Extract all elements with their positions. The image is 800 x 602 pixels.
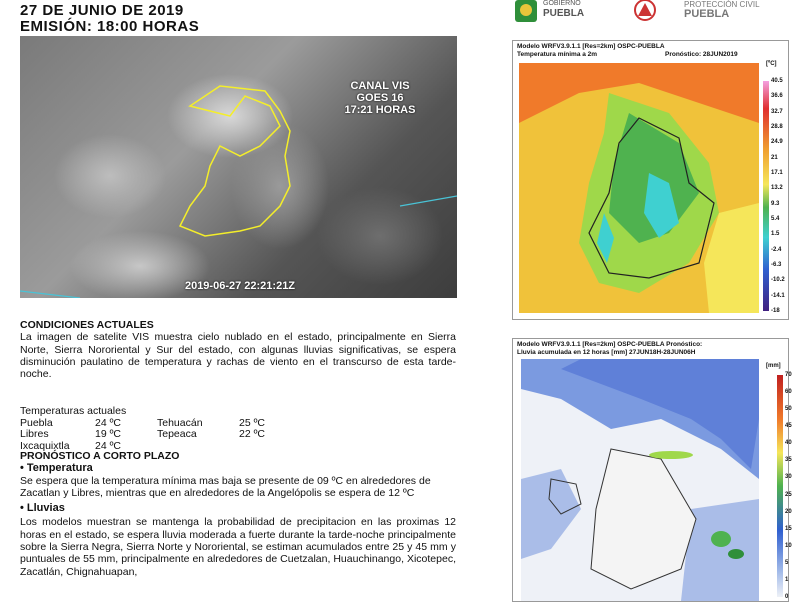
temperature-cell: Tehuacán	[157, 416, 203, 429]
colorbar-tick-label: 40.5	[771, 78, 783, 84]
satellite-timestamp: 2019-06-27 22:21:21Z	[184, 280, 296, 292]
colorbar-tick-label: 20	[785, 508, 792, 515]
rain-map-subtitle: Lluvia acumulada en 12 horas [mm] 27JUN18H-28JUN06H	[517, 349, 696, 356]
current-temperatures	[20, 406, 299, 453]
gov-logo-text: GOBIERNO	[543, 0, 581, 7]
rain-map-graphic	[521, 359, 759, 601]
colorbar-tick-label: 1.5	[771, 231, 780, 238]
colorbar-tick-label: -2.4	[771, 246, 782, 253]
rain-subtitle: • Lluvias	[20, 502, 65, 515]
rain-unit: [mm]	[766, 363, 781, 369]
colorbar-tick-label: 32.7	[771, 108, 783, 115]
satellite-overlay	[20, 36, 457, 298]
colorbar-tick-label: 10	[785, 542, 792, 549]
colorbar-tick-label: 5	[785, 559, 789, 566]
coastline	[20, 291, 80, 298]
conditions-title: CONDICIONES ACTUALES	[20, 319, 154, 331]
temperature-cell: Ixcaquixtla	[20, 440, 70, 453]
rain-forecast-text: Los modelos muestran se mantenga la probabilidad de precipitacion en las proximas 12 horas en el estado, se espera lluvia moderada a fuerte durante la tarde-noche principalmente sobre la Sierra Negra, Sierra Norte y Nororiental, se estiman acumulados entre 25 y 45 mm y puntuales de 55 mm, principalmente en alrededores de Cuetzalan, Huauchinango, Xicotepec, Zacatlán, Chignahuapan,	[20, 516, 456, 578]
colorbar-tick-label: 60	[785, 389, 792, 396]
colorbar-tick-label: 21	[771, 154, 778, 161]
colorbar-tick-label: 70	[785, 372, 792, 378]
colorbar-tick-label: 24.9	[771, 139, 783, 146]
colorbar-tick-label: 36.6	[771, 93, 783, 100]
colorbar-tick-label: 50	[785, 406, 792, 413]
colorbar-tick-label: -18	[771, 308, 780, 314]
rain-map-panel	[512, 338, 792, 602]
colorbar-tick-label: 30	[785, 474, 792, 481]
colorbar-tick-label: 17.1	[771, 170, 783, 176]
rain-map-area	[521, 359, 759, 601]
temperature-map-panel	[512, 40, 789, 320]
conditions-text: La imagen de satelite VIS muestra cielo nublado en el estado, principalmente en Sierra Norte, Sierra Nororiental y Sur del estado, con algunas lluvias significativas, se espera disminución paulatino de temperatura y rachas de viento en el transcurso de esta tarde-noche.	[20, 331, 456, 381]
temp-unit: [ºC]	[766, 61, 777, 67]
temp-map-graphic	[519, 63, 759, 313]
temperature-cell: 25 ºC	[239, 416, 266, 429]
temps-rows	[20, 418, 299, 453]
pc-logo-name: PUEBLA	[684, 8, 730, 20]
forecast-title: PRONÓSTICO A CORTO PLAZO	[20, 450, 180, 462]
colorbar-tick-label: -6.3	[771, 262, 782, 268]
coastline	[400, 196, 457, 206]
colorbar-tick-label: 15	[785, 525, 792, 532]
gov-logo-name: PUEBLA	[543, 8, 585, 19]
header-emission: EMISIÓN: 18:00 HORAS	[20, 18, 200, 35]
satellite-channel-label: CANAL VIS GOES 16 17:21 HORAS	[344, 80, 416, 116]
temperature-cell: Tepeaca	[157, 428, 197, 441]
colorbar-tick-label: 5.4	[771, 216, 780, 222]
temperature-cell: Libres	[20, 428, 49, 441]
proteccion-civil-logo	[632, 0, 782, 24]
temperature-cell: 22 ºC	[239, 428, 266, 441]
colorbar-tick-label: 0	[785, 594, 789, 600]
colorbar-tick-label: 1	[785, 576, 789, 583]
temperature-subtitle: • Temperatura	[20, 462, 93, 475]
pc-logo-text: PROTECCIÓN CIVIL	[684, 0, 760, 9]
temperature-cell: 19 ºC	[95, 428, 122, 441]
colorbar-tick-label: 28.8	[771, 124, 783, 130]
colorbar-tick-label: -14.1	[771, 292, 785, 299]
temperature-cell: 24 ºC	[95, 440, 122, 453]
puebla-shield-icon	[513, 0, 541, 24]
temps-title: Temperaturas actuales	[20, 405, 127, 417]
conditions-section	[20, 319, 456, 380]
civil-protection-icon	[632, 0, 658, 24]
temperature-cell: 24 ºC	[95, 416, 122, 429]
rain-colorbar	[777, 375, 783, 597]
temperature-cell: Puebla	[20, 416, 53, 429]
colorbar-tick-label: 25	[785, 491, 792, 498]
colorbar-tick-label: 13.2	[771, 185, 783, 192]
temp-map-title: Modelo WRFV3.9.1.1 [Res=2km] OSPC-PUEBLA	[517, 43, 665, 50]
colorbar-tick-label: 9.3	[771, 200, 780, 207]
header-date: 27 DE JUNIO DE 2019	[20, 2, 184, 19]
rain-map-title: Modelo WRFV3.9.1.1 [Res=2km] OSPC-PUEBLA Pronóstico:	[517, 341, 703, 348]
colorbar-tick-label: 40	[785, 440, 792, 447]
forecast-section	[20, 450, 456, 578]
satellite-image	[20, 36, 457, 298]
temperature-forecast-text: Se espera que la temperatura mínima mas baja se presente de 09 ºC en alrededores de Zacatlan y Libres, mientras que en alrededores de la Angelópolis se espera de 12 ºC	[20, 474, 431, 499]
temp-map-subtitle: Temperatura mínima a 2m Pronóstico: 28JUN2019	[517, 51, 738, 58]
colorbar-tick-label: 35	[785, 457, 792, 464]
colorbar-tick-label: 45	[785, 423, 792, 430]
state-border	[180, 86, 290, 236]
colorbar-tick-label: -10.2	[771, 277, 785, 284]
temp-map-area	[519, 63, 759, 313]
temp-colorbar	[763, 81, 769, 311]
